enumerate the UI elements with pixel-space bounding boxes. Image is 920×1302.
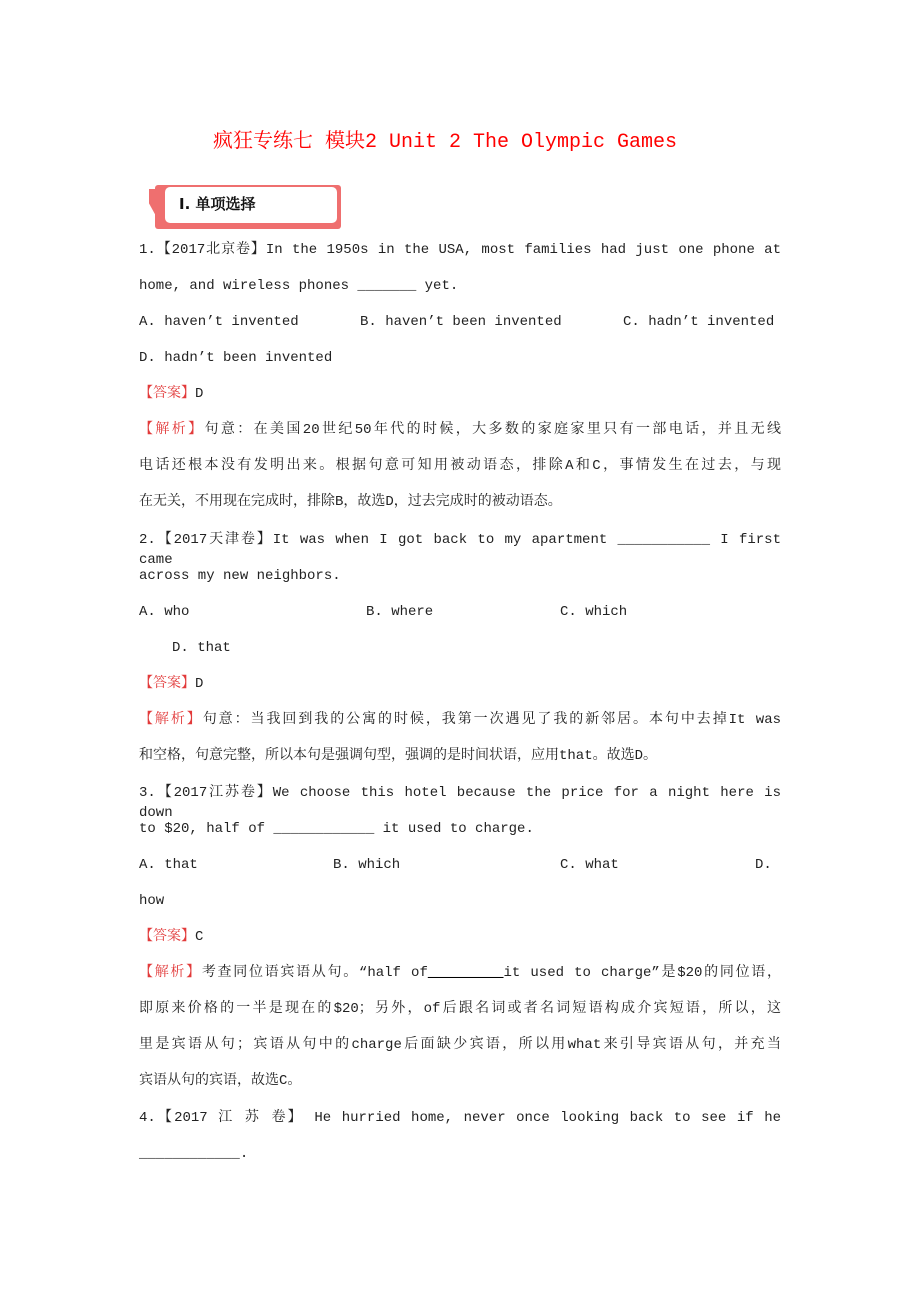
q1-line2: home, and wireless phones _______ yet. [139,278,459,294]
q3-source: 3.【2017江苏卷】 [139,785,273,801]
q3-analysis-4: 宾语从句的宾语，故选C。 [139,1073,302,1089]
q4-source: 4.【2017 江 苏 卷】 [139,1110,304,1126]
q1-source: 1.【2017北京卷】 [139,242,266,258]
q1-option-a: A. haven’t invented [139,314,299,330]
blank: _________ [427,965,504,981]
q4-text: He hurried home, never once looking back to see if he [314,1110,781,1126]
q3-text: We choose this hotel because the price for a night here is down [139,785,781,821]
analysis-label: 【解析】 [139,712,203,728]
q3-analysis-3: 里是宾语从句；宾语从句中的charge后面缺少宾语，所以用what来引导宾语从句，并充当 [139,1037,781,1053]
analysis-text: 考查同位语宾语从句。“half of [201,965,428,981]
q2-option-d: D. that [172,640,231,656]
q1-option-d: D. hadn’t been invented [139,350,333,366]
section-badge [155,185,341,229]
q3-line2: to $20, half of ____________ it used to charge. [139,821,534,837]
answer-value: C [195,929,204,945]
answer-label: 【答案】 [139,929,195,945]
q4-line2: ____________. [139,1146,249,1162]
page-title: 疯狂专练七 模块2 Unit 2 The Olympic Games [212,131,678,154]
q2-text: It was when I got back to my apartment ___________ I first came [139,532,781,568]
q3-option-a: A. that [139,857,198,873]
q2-answer [139,674,781,694]
q3-option-c: C. what [560,857,619,873]
q3-line1 [139,783,781,823]
q1-line1 [139,240,781,260]
answer-label: 【答案】 [139,386,195,402]
q3-option-d-text: how [139,893,165,909]
q2-line1 [139,530,781,570]
q2-option-c: C. which [560,604,628,620]
q2-option-a: A. who [139,604,190,620]
analysis-label: 【解析】 [139,965,202,981]
analysis-text: it used to charge”是$20的同位语， [503,965,782,981]
q1-option-c: C. hadn’t invented [623,314,775,330]
analysis-text: 句意：当我回到我的公寓的时候，我第一次遇见了我的新邻居。本句中去掉It was [202,712,782,728]
q2-option-b: B. where [366,604,434,620]
q2-analysis-2: 和空格，句意完整，所以本句是强调句型，强调的是时间状语，应用that。故选D。 [139,748,658,764]
q1-analysis-3: 在无关，不用现在完成时，排除B，故选D，过去完成时的被动语态。 [139,494,562,510]
q3-analysis-1 [139,963,781,983]
q1-option-b: B. haven’t been invented [360,314,562,330]
q1-answer [139,384,781,404]
q2-line2: across my new neighbors. [139,568,341,584]
q4-line1 [139,1108,781,1128]
q3-analysis-2: 即原来价格的一半是现在的$20；另外，of后跟名词或者名词短语构成介宾短语，所以，这 [139,1001,781,1017]
q1-analysis-1 [139,420,781,440]
q2-source: 2.【2017天津卷】 [139,532,273,548]
answer-value: D [195,386,204,402]
q1-analysis-2: 电话还根本没有发明出来。根据句意可知用被动语态，排除A和C，事情发生在过去，与现 [139,458,781,474]
q1-text: In the 1950s in the USA, most families had just one phone at [265,242,781,258]
answer-value: D [195,676,204,692]
answer-label: 【答案】 [139,676,195,692]
q2-analysis-1 [139,710,781,730]
section-heading: Ⅰ. 单项选择 [179,195,256,213]
analysis-label: 【解析】 [139,422,205,438]
q3-answer [139,927,781,947]
q3-option-d: D. [755,857,772,873]
analysis-text: 句意：在美国20世纪50年代的时候，大多数的家庭家里只有一部电话，并且无线 [204,422,781,438]
q3-option-b: B. which [333,857,401,873]
